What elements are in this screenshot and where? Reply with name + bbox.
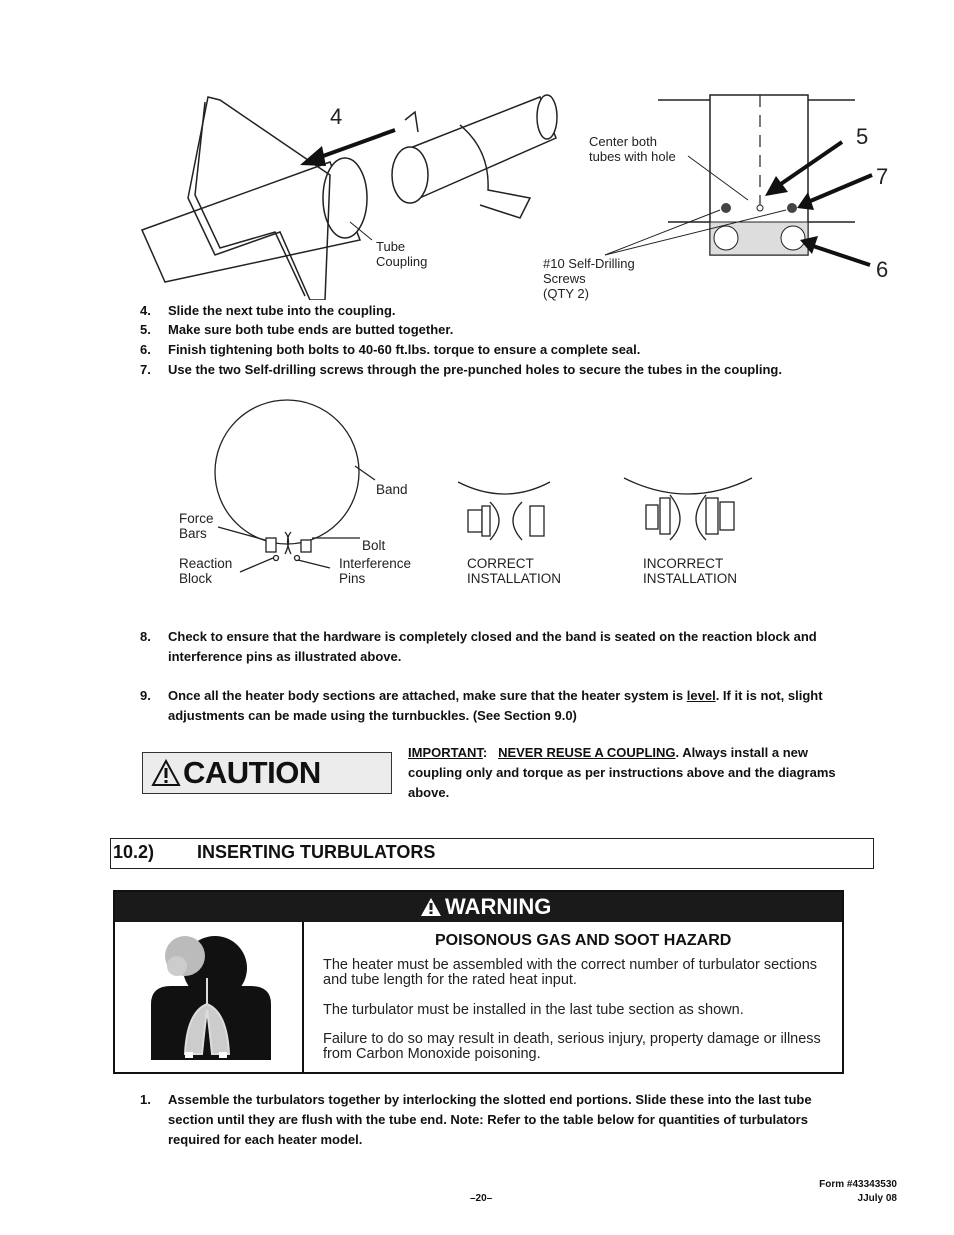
warning-box	[113, 890, 844, 1074]
step-6: 6. Finish tightening both bolts to 40-60 ft.lbs. torque to ensure a complete seal.	[140, 342, 641, 357]
warning-triangle-icon	[420, 897, 442, 917]
caution-text: IMPORTANT: NEVER REUSE A COUPLING. Always install a new coupling only and torque as per instructions above and the diagrams above.	[408, 745, 836, 800]
band-label: Band	[376, 482, 408, 497]
step-b1: 1. Assemble the turbulators together by interlocking the slotted end portions. Slide these into the last tube section until they are flush with the tube end. Note: Refer to the table below for quantities of turbulators required for each heater model.	[140, 1092, 812, 1147]
warning-label: WARNING	[445, 894, 552, 919]
section-heading	[110, 838, 874, 869]
poisonous-gas-hazard-icon	[147, 934, 275, 1064]
form-date: JJuly 08	[857, 1193, 897, 1204]
reaction-block-label: Reaction Block	[179, 556, 233, 586]
callout-6: 6	[876, 257, 889, 282]
warning-paragraph-2: The turbulator must be installed in the last tube section as shown.	[323, 1002, 744, 1018]
callout-5: 5	[856, 124, 869, 149]
step-8: 8. Check to ensure that the hardware is completely closed and the band is seated on the reaction block and interference pins as illustrated above.	[140, 629, 817, 664]
warning-paragraph-3: Failure to do so may result in death, serious injury, property damage or illness from Carbon Monoxide poisoning.	[323, 1031, 821, 1062]
section-number: 10.2)	[113, 842, 155, 862]
center-both-label: Center both tubes with hole	[589, 134, 676, 164]
tube-coupling-figure	[0, 0, 954, 300]
page-number: –20–	[470, 1193, 493, 1204]
warning-triangle-icon	[151, 759, 181, 787]
caution-box	[142, 752, 392, 794]
step-5: 5. Make sure both tube ends are butted together.	[140, 322, 454, 337]
form-number: Form #43343530	[819, 1179, 897, 1190]
callout-7: 7	[876, 164, 889, 189]
warning-divider	[302, 922, 304, 1072]
warning-header	[115, 892, 842, 922]
interference-pins-label: Interference Pins	[339, 556, 412, 586]
step-4: 4. Slide the next tube into the coupling.	[140, 303, 396, 318]
tube-coupling-label: Tube Coupling	[376, 239, 428, 269]
step-9: 9. Once all the heater body sections are attached, make sure that the heater system is level. If it is not, slight adjustments can be made using the turnbuckles. (See Section 9.0)	[140, 688, 823, 723]
caution-label: CAUTION	[183, 755, 321, 790]
correct-installation-label: CORRECT INSTALLATION	[467, 556, 562, 586]
warning-paragraph-1: The heater must be assembled with the correct number of turbulator sections and tube length for the rated heat input.	[323, 957, 818, 988]
callout-4: 4	[330, 104, 343, 129]
warning-heading: POISONOUS GAS AND SOOT HAZARD	[435, 932, 732, 949]
step-7: 7. Use the two Self-drilling screws through the pre-punched holes to secure the tubes in the coupling.	[140, 362, 782, 377]
screws-label: #10 Self-Drilling Screws (QTY 2)	[543, 256, 635, 301]
section-title: INSERTING TURBULATORS	[197, 842, 436, 862]
incorrect-installation-label: INCORRECT INSTALLATION	[643, 556, 738, 586]
force-bars-label: Force Bars	[179, 511, 214, 541]
bolt-label: Bolt	[362, 538, 386, 553]
